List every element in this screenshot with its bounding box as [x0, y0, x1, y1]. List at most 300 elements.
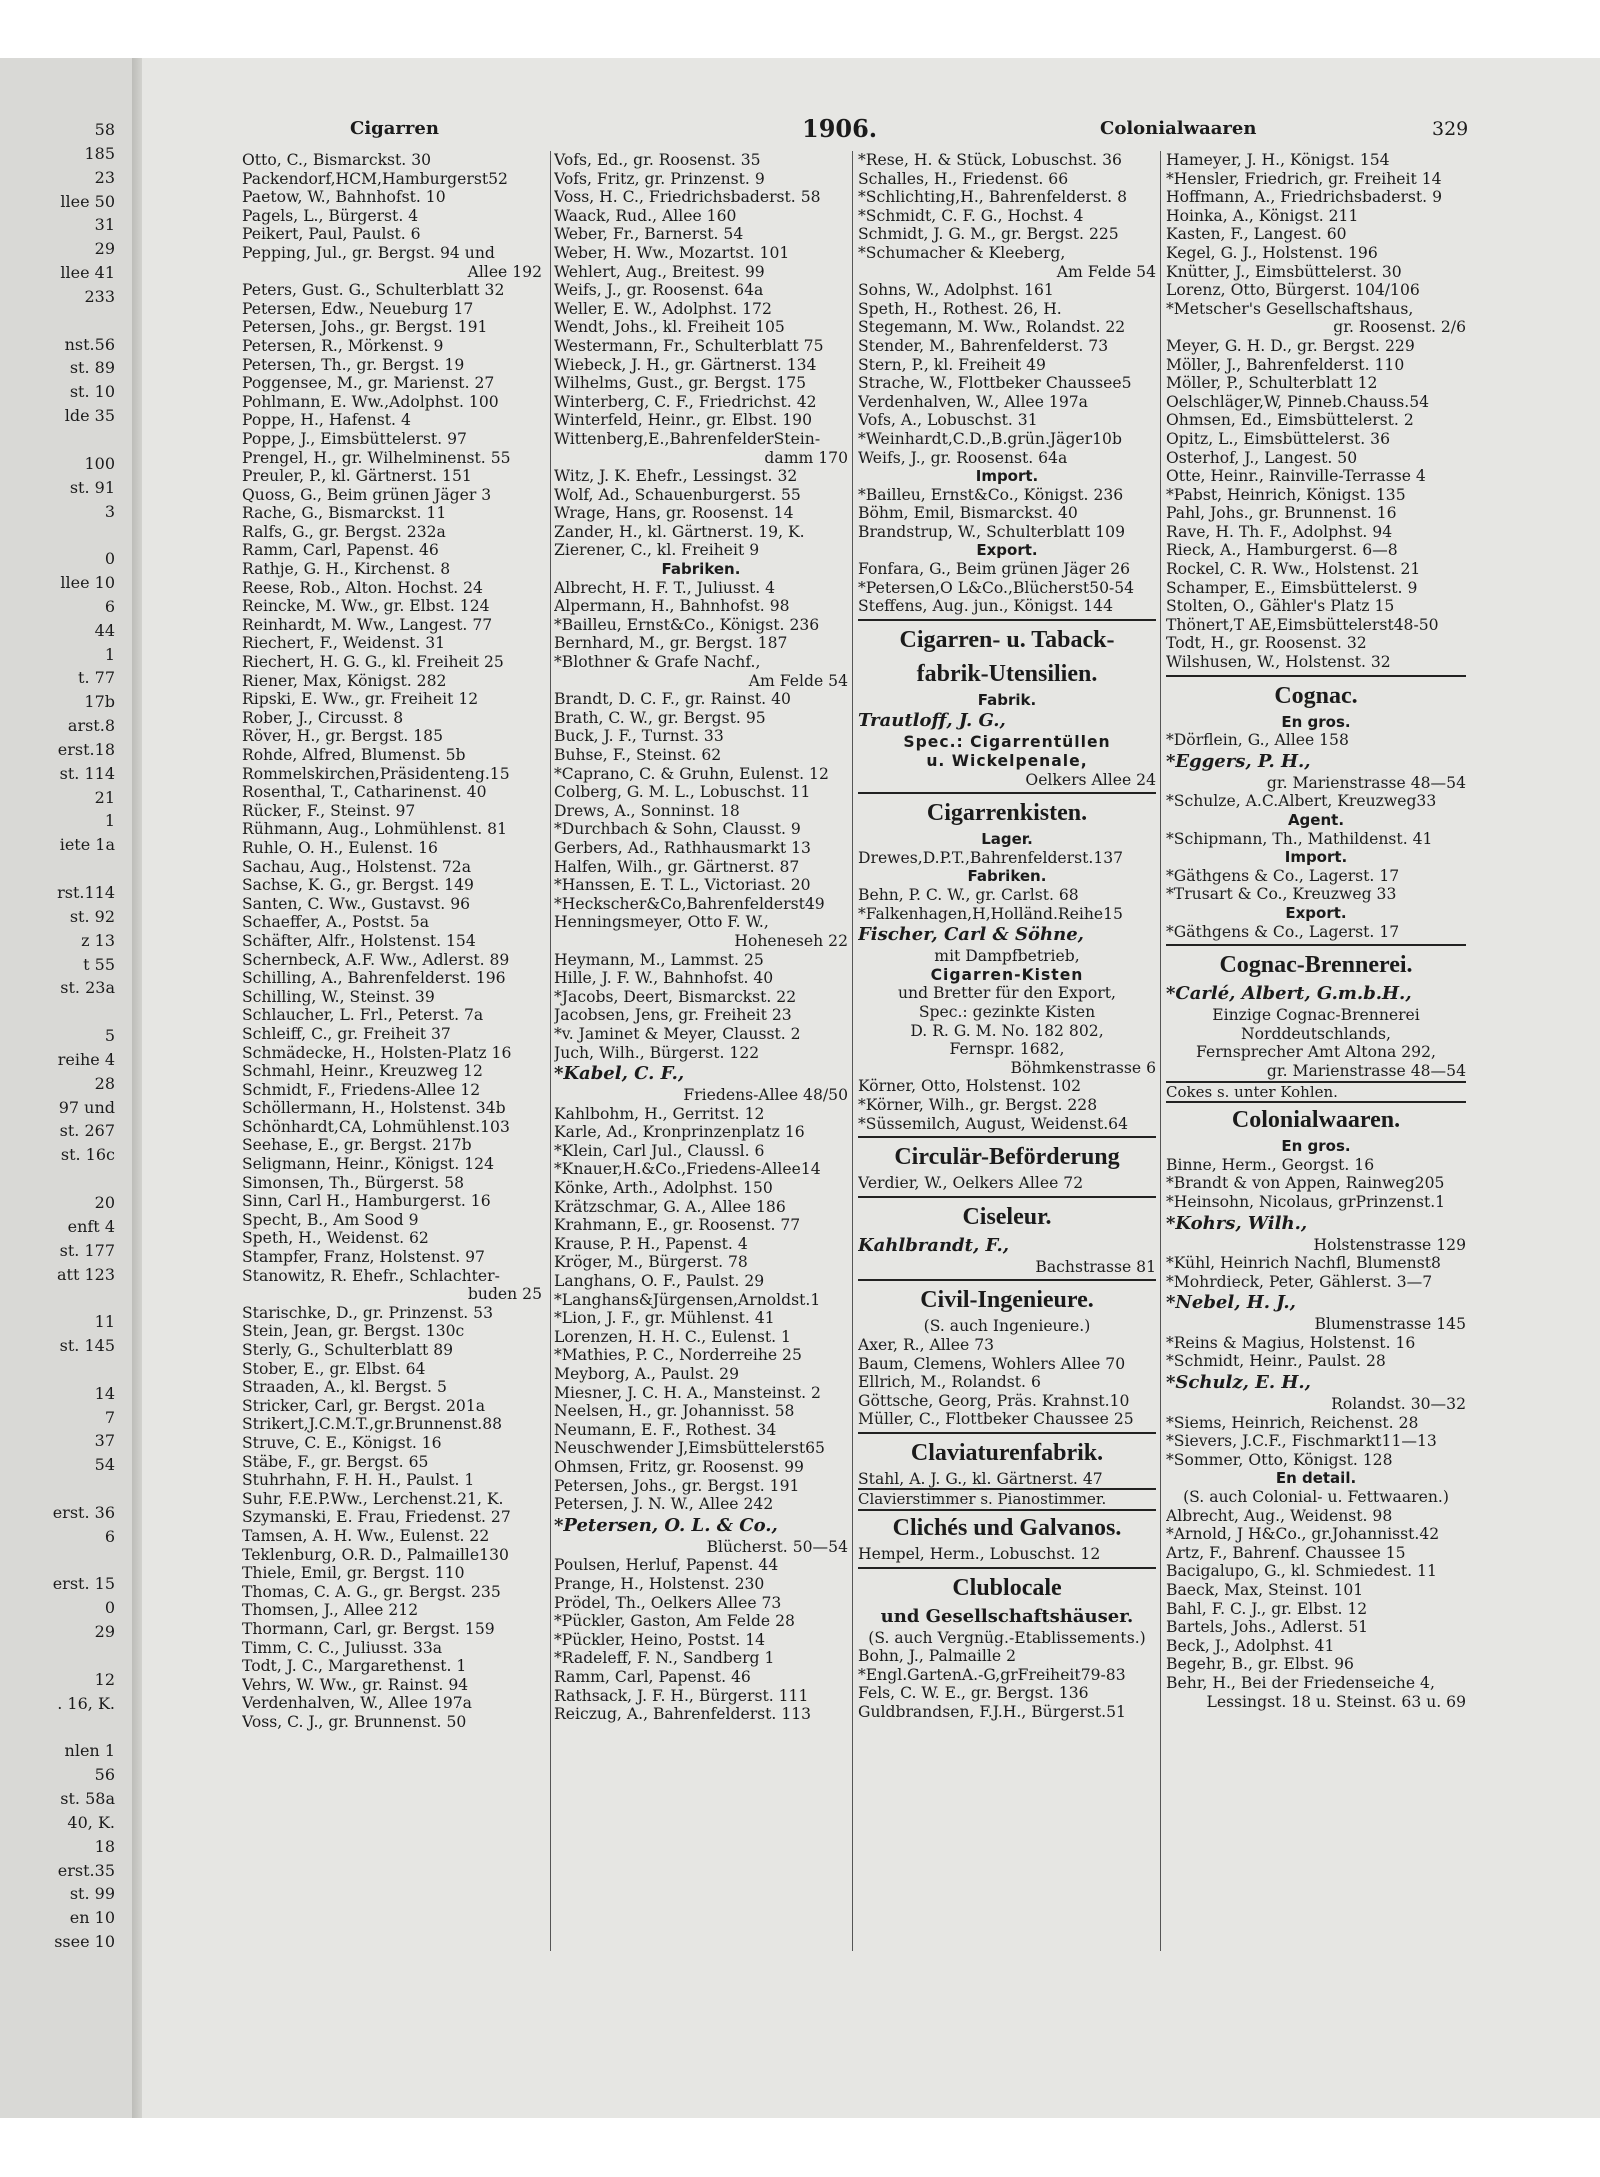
- directory-entry: Brandt, D. C. F., gr. Rainst. 40: [554, 690, 791, 709]
- column-divider: [550, 151, 551, 1951]
- directory-entry: damm 170: [764, 448, 848, 467]
- directory-entry: Wrage, Hans, gr. Roosenst. 14: [554, 504, 794, 523]
- directory-entry: Fernspr. 1682,: [949, 1040, 1065, 1059]
- section-heading: und Gesellschaftshäuser.: [880, 1605, 1134, 1627]
- directory-entry: Einzige Cognac-Brennerei: [1212, 1006, 1420, 1025]
- edge-fragment: nst.56: [64, 334, 115, 354]
- directory-entry: Vehrs, W. Ww., gr. Rainst. 94: [242, 1675, 469, 1694]
- directory-entry: Verdenhalven, W., Allee 197a: [242, 1694, 472, 1713]
- directory-entry: Göttsche, Georg, Präs. Krahnst.10: [858, 1391, 1130, 1410]
- directory-entry: *Heinsohn, Nicolaus, grPrinzenst.1: [1166, 1192, 1446, 1211]
- directory-entry: Reinhardt, M. Ww., Langest. 77: [242, 615, 493, 634]
- directory-entry: Wilhelms, Gust., gr. Bergst. 175: [554, 374, 807, 393]
- edge-fragment: t. 77: [78, 668, 115, 688]
- edge-fragment: rst.114: [57, 883, 115, 902]
- directory-entry: Böhm, Emil, Bismarckst. 40: [858, 504, 1078, 523]
- edge-fragment: 185: [84, 143, 115, 163]
- directory-entry: Stricker, Carl, gr. Bergst. 201a: [242, 1396, 486, 1415]
- directory-entry: Thönert,T AE,Eimsbüttelerst48-50: [1166, 615, 1439, 634]
- directory-entry: Müller, C., Flottbeker Chaussee 25: [858, 1410, 1134, 1429]
- edge-fragment: st. 114: [59, 763, 115, 783]
- directory-entry: *Pückler, Heino, Postst. 14: [554, 1630, 766, 1649]
- directory-entry: Paetow, W., Bahnhofst. 10: [242, 188, 446, 207]
- directory-entry: Röver, H., gr. Bergst. 185: [242, 727, 443, 746]
- directory-entry: *Brandt & von Appen, Rainweg205: [1166, 1174, 1445, 1193]
- edge-fragment: . 16, K.: [57, 1693, 115, 1713]
- directory-entry: Thiele, Emil, gr. Bergst. 110: [242, 1564, 465, 1583]
- directory-entry: Riener, Max, Königst. 282: [242, 671, 447, 690]
- directory-entry: *Klein, Carl Jul., Claussl. 6: [554, 1141, 765, 1160]
- directory-entry: Pohlmann, E. Ww.,Adolphst. 100: [242, 392, 499, 411]
- edge-fragment: 3: [104, 501, 115, 521]
- directory-entry: Bacigalupo, G., kl. Schmiedest. 11: [1166, 1562, 1437, 1581]
- edge-fragment: [0, 1000, 115, 1024]
- directory-entry: Schleiff, C., gr. Freiheit 37: [242, 1024, 451, 1043]
- edge-fragment: llee 50: [60, 191, 115, 211]
- edge-fragment: lde 35: [64, 406, 115, 426]
- directory-entry: Spec.: Cigarrentüllen: [903, 733, 1111, 752]
- directory-entry: *Gäthgens & Co., Lagerst. 17: [1166, 866, 1400, 885]
- directory-entry: Hoinka, A., Königst. 211: [1166, 206, 1359, 225]
- directory-entry: gr. Roosenst. 2/6: [1333, 318, 1466, 337]
- directory-entry: Axer, R., Allee 73: [858, 1335, 995, 1354]
- directory-entry: *Dörflein, G., Allee 158: [1166, 731, 1349, 750]
- directory-column-2: [554, 151, 848, 1951]
- directory-entry: Behr, H., Bei der Friedenseiche 4,: [1166, 1673, 1435, 1692]
- directory-entry: Poppe, H., Hafenst. 4: [242, 411, 411, 430]
- directory-entry: Schönhardt,CA, Lohmühlenst.103: [242, 1117, 510, 1136]
- edge-fragment: st. 99: [69, 1884, 115, 1904]
- edge-fragment: [0, 1549, 115, 1573]
- edge-fragment: 17b: [84, 692, 115, 712]
- edge-fragment: ssee 10: [54, 1932, 115, 1952]
- directory-entry: Thomsen, J., Allee 212: [242, 1601, 419, 1620]
- directory-entry: Neumann, E. F., Rothest. 34: [554, 1420, 777, 1439]
- directory-entry: Petersen, Th., gr. Bergst. 19: [242, 355, 465, 374]
- directory-entry: Speth, H., Rothest. 26, H.: [858, 299, 1062, 318]
- directory-entry: Rosenthal, T., Catharinenst. 40: [242, 783, 487, 802]
- directory-entry: Struve, C. E., Königst. 16: [242, 1433, 442, 1452]
- directory-entry: Kasten, F., Langest. 60: [1166, 225, 1347, 244]
- directory-entry: Meyborg, A., Paulst. 29: [554, 1365, 740, 1383]
- directory-entry: Schmidt, J. G. M., gr. Bergst. 225: [858, 225, 1119, 244]
- directory-entry: Stegemann, M. Ww., Rolandst. 22: [858, 318, 1126, 337]
- edge-fragment: 1: [104, 811, 115, 831]
- directory-entry: Blumenstrasse 145: [1314, 1315, 1466, 1334]
- directory-entry: Ohmsen, Ed., Eimsbüttelerst. 2: [1166, 411, 1414, 430]
- directory-entry: *Schmidt, Heinr., Paulst. 28: [1166, 1352, 1386, 1371]
- edge-fragment: 0: [104, 549, 115, 569]
- edge-fragment: 56: [94, 1765, 115, 1785]
- directory-entry: *Mathies, P. C., Norderreihe 25: [554, 1346, 802, 1365]
- directory-entry: *Bailleu, Ernst&Co., Königst. 236: [554, 615, 820, 634]
- directory-entry: Poppe, J., Eimsbüttelerst. 97: [242, 429, 467, 448]
- directory-entry: Westermann, Fr., Schulterblatt 75: [554, 336, 824, 355]
- directory-entry: Oelschläger,W, Pinneb.Chauss.54: [1166, 392, 1430, 411]
- section-heading: Cognac.: [1274, 682, 1358, 709]
- edge-fragment: st. 10: [69, 382, 115, 402]
- directory-entry: Voss, H. C., Friedrichsbaderst. 58: [554, 188, 821, 207]
- directory-entry: Thormann, Carl, gr. Bergst. 159: [242, 1619, 495, 1638]
- directory-entry: *Knauer,H.&Co.,Friedens-Allee14: [554, 1160, 821, 1179]
- directory-entry: Otto, C., Bismarckst. 30: [242, 151, 432, 169]
- directory-entry: und Bretter für den Export,: [897, 984, 1116, 1003]
- directory-entry: Wolf, Ad., Schauenburgerst. 55: [554, 485, 801, 504]
- subsection-heading: Lager.: [981, 830, 1033, 849]
- directory-entry: Fischer, Carl & Söhne,: [858, 924, 1084, 946]
- directory-entry: Fonfara, G., Beim grünen Jäger 26: [858, 560, 1131, 579]
- directory-entry: Starischke, D., gr. Prinzenst. 53: [242, 1303, 493, 1322]
- section-rule: [858, 1432, 1156, 1434]
- directory-entry: *Hensler, Friedrich, gr. Freiheit 14: [1166, 169, 1442, 188]
- directory-entry: Sachse, K. G., gr. Bergst. 149: [242, 876, 474, 895]
- directory-entry: Reese, Rob., Alton. Hochst. 24: [242, 578, 483, 597]
- directory-entry: Vofs, Ed., gr. Roosenst. 35: [554, 151, 761, 169]
- directory-entry: Langhans, O. F., Paulst. 29: [554, 1272, 765, 1291]
- directory-entry: Rühmann, Aug., Lohmühlenst. 81: [242, 820, 508, 839]
- directory-entry: Ruhle, O. H., Eulenst. 16: [242, 838, 438, 857]
- directory-entry: *Schulze, A.C.Albert, Kreuzweg33: [1166, 792, 1437, 811]
- directory-entry: Hempel, Herm., Lobuschst. 12: [858, 1545, 1101, 1564]
- directory-entry: Am Felde 54: [748, 671, 848, 690]
- section-heading: Cigarrenkisten.: [926, 800, 1088, 827]
- directory-entry: *v. Jaminet & Meyer, Clausst. 2: [554, 1024, 801, 1043]
- directory-entry: *Langhans&Jürgensen,Arnoldst.1: [554, 1290, 821, 1309]
- directory-entry: Winterfeld, Heinr., gr. Elbst. 190: [554, 411, 813, 430]
- edge-fragment: erst.18: [57, 739, 115, 759]
- directory-entry: Speth, H., Weidenst. 62: [242, 1229, 429, 1248]
- directory-entry: Waack, Rud., Allee 160: [554, 206, 737, 225]
- directory-entry: Weifs, J., gr. Roosenst. 64a: [858, 448, 1068, 467]
- directory-entry: Albrecht, Aug., Weidenst. 98: [1166, 1506, 1393, 1525]
- directory-entry: Drews, A., Sonninst. 18: [554, 801, 740, 820]
- edge-fragment: st. 145: [59, 1336, 115, 1356]
- directory-entry: Schilling, W., Steinst. 39: [242, 987, 435, 1006]
- directory-entry: Stäbe, F., gr. Bergst. 65: [242, 1452, 429, 1471]
- directory-entry: Santen, C. Ww., Gustavst. 96: [242, 894, 471, 913]
- directory-entry: Petersen, Edw., Neueburg 17: [242, 299, 474, 318]
- directory-entry: *Pabst, Heinrich, Königst. 135: [1166, 485, 1406, 504]
- directory-column-1: [242, 151, 542, 1951]
- directory-entry: Wittenberg,E.,BahrenfelderStein-: [554, 429, 821, 448]
- edge-fragment: 0: [104, 1598, 115, 1618]
- directory-entry: Stender, M., Bahrenfelderst. 73: [858, 336, 1109, 355]
- directory-entry: Brath, C. W., gr. Bergst. 95: [554, 708, 766, 727]
- directory-entry: Ramm, Carl, Papenst. 46: [242, 541, 439, 560]
- subsection-heading: Import.: [975, 467, 1039, 486]
- directory-entry: *Weinhardt,C.D.,B.grün.Jäger10b: [858, 429, 1122, 448]
- directory-entry: Kahlbrandt, F.,: [858, 1234, 1009, 1256]
- directory-entry: *Trusart & Co., Kreuzweg 33: [1166, 885, 1397, 904]
- directory-entry: Strache, W., Flottbeker Chaussee5: [858, 374, 1132, 393]
- edge-fragment: 54: [94, 1455, 115, 1475]
- directory-entry: *Durchbach & Sohn, Clausst. 9: [554, 820, 801, 839]
- directory-entry: Buhse, F., Steinst. 62: [554, 746, 722, 764]
- directory-entry: Alpermann, H., Bahnhofst. 98: [554, 597, 790, 616]
- edge-fragment: 97 und: [58, 1097, 115, 1117]
- directory-entry: Friedens-Allee 48/50: [683, 1086, 848, 1105]
- subsection-heading: Agent.: [1287, 811, 1345, 829]
- section-rule: [858, 1567, 1156, 1569]
- section-heading: Clublocale: [952, 1574, 1062, 1601]
- directory-entry: Drewes,D.P.T.,Bahrenfelderst.137: [858, 848, 1124, 867]
- directory-entry: *Eggers, P. H.,: [1166, 750, 1311, 772]
- directory-entry: Bachstrasse 81: [1035, 1257, 1156, 1276]
- section-rule: [858, 1136, 1156, 1138]
- directory-entry: Rommelskirchen,Präsidenteng.15: [242, 764, 510, 783]
- header-left-section: Cigarren: [350, 118, 439, 139]
- directory-entry: Wendt, Johs., kl. Freiheit 105: [554, 318, 785, 337]
- directory-entry: Norddeutschlands,: [1240, 1024, 1392, 1043]
- directory-entry: *Rese, H. & Stück, Lobuschst. 36: [858, 151, 1122, 169]
- edge-fragment: st. 16c: [60, 1145, 115, 1165]
- directory-entry: *Körner, Wilh., gr. Bergst. 228: [858, 1095, 1098, 1114]
- directory-entry: Packendorf,HCM,Hamburgerst52: [242, 169, 508, 188]
- directory-entry: *Falkenhagen,H,Holländ.Reihe15: [858, 904, 1123, 923]
- edge-fragment: 100: [84, 453, 115, 473]
- directory-entry: Weber, H. Ww., Mozartst. 101: [554, 243, 790, 262]
- directory-entry: Bahl, F. C. J., gr. Elbst. 12: [1166, 1599, 1368, 1618]
- directory-entry: Rathsack, J. F. H., Bürgerst. 111: [554, 1686, 809, 1705]
- directory-entry: Bartels, Johs., Adlerst. 51: [1166, 1618, 1369, 1637]
- directory-entry: *Schlichting,H., Bahrenfelderst. 8: [858, 188, 1127, 207]
- section-heading: Cigarren- u. Taback-: [899, 626, 1115, 653]
- edge-fragment: 23: [94, 167, 115, 187]
- directory-entry: Hille, J. F. W., Bahnhofst. 40: [554, 969, 774, 988]
- edge-fragment: erst. 15: [52, 1574, 115, 1594]
- edge-fragment: erst.35: [57, 1860, 115, 1880]
- directory-entry: Binne, Herm., Georgst. 16: [1166, 1155, 1375, 1174]
- directory-entry: *Arnold, J H&Co., gr.Johannisst.42: [1166, 1525, 1440, 1544]
- section-rule: [1166, 675, 1466, 677]
- directory-entry: Fernsprecher Amt Altona 292,: [1196, 1043, 1436, 1062]
- directory-entry: Bernhard, M., gr. Bergst. 187: [554, 634, 788, 653]
- directory-entry: *Kohrs, Wilh.,: [1166, 1212, 1308, 1234]
- directory-entry: Fels, C. W. E., gr. Bergst. 136: [858, 1684, 1089, 1703]
- directory-entry: Winterberg, C. F., Friedrichst. 42: [554, 392, 817, 411]
- section-heading: Civil-Ingenieure.: [920, 1287, 1094, 1314]
- edge-fragment: z 13: [81, 930, 115, 950]
- directory-entry: Pagels, L., Bürgerst. 4: [242, 206, 419, 225]
- directory-entry: *Schulz, E. H.,: [1166, 1372, 1311, 1394]
- section-rule: [858, 792, 1156, 794]
- directory-entry: Weber, Fr., Barnerst. 54: [554, 225, 744, 244]
- directory-entry: Lorenzen, H. H. C., Eulenst. 1: [554, 1327, 791, 1346]
- edge-fragment: en 10: [69, 1908, 115, 1928]
- section-heading: Claviaturenfabrik.: [910, 1439, 1104, 1466]
- directory-entry: Neelsen, H., gr. Johannisst. 58: [554, 1402, 795, 1421]
- directory-entry: Quoss, G., Beim grünen Jäger 3: [242, 485, 492, 504]
- directory-entry: Cokes s. unter Kohlen.: [1166, 1081, 1466, 1104]
- directory-entry: Stein, Jean, gr. Bergst. 130c: [242, 1322, 465, 1341]
- directory-entry: Tamsen, A. H. Ww., Eulenst. 22: [242, 1526, 490, 1545]
- directory-entry: Petersen, Johs., gr. Bergst. 191: [242, 318, 488, 337]
- directory-entry: Blücherst. 50—54: [706, 1537, 848, 1556]
- directory-entry: Sohns, W., Adolphst. 161: [858, 281, 1054, 300]
- directory-entry: Schilling, A., Bahrenfelderst. 196: [242, 969, 506, 988]
- directory-entry: Allee 192: [467, 262, 542, 281]
- directory-entry: Ripski, E. Ww., gr. Freiheit 12: [242, 690, 479, 709]
- edge-fragment: [0, 1358, 115, 1382]
- directory-entry: Stampfer, Franz, Holstenst. 97: [242, 1248, 485, 1267]
- directory-entry: (S. auch Ingenieure.): [923, 1317, 1091, 1336]
- directory-entry: *Blothner & Grafe Nachf.,: [554, 653, 761, 672]
- directory-entry: Rolandst. 30—32: [1331, 1395, 1466, 1414]
- directory-entry: Krahmann, E., gr. Roosenst. 77: [554, 1216, 801, 1235]
- directory-entry: *Reins & Magius, Holstenst. 16: [1166, 1333, 1416, 1352]
- directory-entry: Möller, J., Bahrenfelderst. 110: [1166, 355, 1405, 374]
- directory-entry: *Kühl, Heinrich Nachfl, Blumenst8: [1166, 1254, 1441, 1273]
- directory-entry: Trautloff, J. G.,: [858, 710, 1006, 732]
- directory-entry: Wiebeck, J. H., gr. Gärtnerst. 134: [554, 355, 817, 374]
- directory-entry: u. Wickelpenale,: [926, 752, 1088, 771]
- directory-entry: *Gäthgens & Co., Lagerst. 17: [1166, 922, 1400, 941]
- directory-entry: *Radeleff, F. N., Sandberg 1: [554, 1649, 775, 1668]
- section-rule: [858, 619, 1156, 621]
- directory-entry: Kröger, M., Bürgerst. 78: [554, 1253, 748, 1272]
- edge-fragment: [0, 1716, 115, 1740]
- section-heading: Clichés und Galvanos.: [892, 1515, 1122, 1542]
- directory-entry: Hoheneseh 22: [734, 931, 848, 950]
- directory-entry: Möller, P., Schulterblatt 12: [1166, 374, 1378, 393]
- edge-fragment: st. 91: [69, 477, 115, 497]
- directory-entry: Witz, J. K. Ehefr., Lessingst. 32: [554, 467, 798, 486]
- directory-entry: Riechert, F., Weidenst. 31: [242, 634, 446, 653]
- directory-entry: *Nebel, H. J.,: [1166, 1292, 1296, 1314]
- edge-fragment: 12: [94, 1669, 115, 1689]
- directory-entry: *Mohrdieck, Peter, Gählerst. 3—7: [1166, 1272, 1433, 1291]
- directory-entry: Zander, H., kl. Gärtnerst. 19, K.: [554, 522, 805, 541]
- section-rule: [858, 1279, 1156, 1281]
- directory-entry: Stanowitz, R. Ehefr., Schlachter-: [242, 1266, 500, 1285]
- directory-entry: Halfen, Wilh., gr. Gärtnerst. 87: [554, 857, 800, 876]
- directory-entry: *Jacobs, Deert, Bismarckst. 22: [554, 987, 797, 1006]
- directory-entry: Weifs, J., gr. Roosenst. 64a: [554, 281, 764, 300]
- directory-entry: Rathje, G. H., Kirchenst. 8: [242, 560, 451, 579]
- directory-entry: Meyer, G. H. D., gr. Bergst. 229: [1166, 336, 1415, 355]
- directory-entry: *Hanssen, E. T. L., Victoriast. 20: [554, 876, 811, 895]
- directory-entry: Schaeffer, A., Postst. 5a: [242, 913, 429, 932]
- directory-entry: Verdenhalven, W., Allee 197a: [858, 392, 1088, 411]
- directory-entry: Petersen, Johs., gr. Bergst. 191: [554, 1476, 800, 1495]
- directory-entry: Karle, Ad., Kronprinzenplatz 16: [554, 1123, 805, 1142]
- directory-entry: Baum, Clemens, Wohlers Allee 70: [858, 1354, 1126, 1373]
- edge-fragment: 6: [104, 1526, 115, 1546]
- subsection-heading: Import.: [1284, 848, 1348, 867]
- page-number: 329: [1432, 118, 1469, 140]
- column-divider: [1160, 151, 1161, 1951]
- subsection-heading: Fabriken.: [967, 867, 1047, 886]
- directory-entry: buden 25: [467, 1285, 542, 1304]
- edge-fragment: st. 89: [69, 358, 115, 378]
- directory-entry: Hoffmann, A., Friedrichsbaderst. 9: [1166, 188, 1443, 207]
- directory-entry: Stern, P., kl. Freiheit 49: [858, 355, 1046, 374]
- directory-entry: *Petersen,O L&Co.,Blücherst50-54: [858, 578, 1135, 597]
- section-heading: Circulär-Beförderung: [894, 1144, 1120, 1171]
- section-rule: [1166, 944, 1466, 946]
- edge-fragment: st. 267: [59, 1121, 115, 1141]
- directory-entry: Prengel, H., gr. Wilhelminenst. 55: [242, 448, 511, 467]
- directory-entry: Ohmsen, Fritz, gr. Roosenst. 99: [554, 1457, 804, 1476]
- directory-entry: Brandstrup, W., Schulterblatt 109: [858, 522, 1126, 541]
- section-rule: [858, 1196, 1156, 1198]
- directory-entry: Poulsen, Herluf, Papenst. 44: [554, 1556, 779, 1575]
- edge-fragment: 29: [94, 1622, 115, 1642]
- directory-entry: Opitz, L., Eimsbüttelerst. 36: [1166, 429, 1391, 448]
- edge-fragment: 44: [94, 620, 115, 640]
- subsection-heading: Fabriken.: [661, 560, 741, 579]
- edge-fragment: 1: [104, 644, 115, 664]
- edge-fragment: 14: [94, 1383, 115, 1403]
- directory-entry: Straaden, A., kl. Bergst. 5: [242, 1378, 447, 1397]
- directory-entry: Poggensee, M., gr. Marienst. 27: [242, 374, 495, 393]
- directory-entry: Schmidt, F., Friedens-Allee 12: [242, 1080, 481, 1099]
- directory-entry: Todt, H., gr. Roosenst. 32: [1166, 634, 1367, 653]
- directory-entry: Juch, Wilh., Bürgerst. 122: [554, 1043, 760, 1062]
- edge-fragment: [0, 1286, 115, 1310]
- column-divider: [852, 151, 853, 1951]
- directory-entry: Begehr, B., gr. Elbst. 96: [1166, 1655, 1354, 1674]
- directory-entry: Peikert, Paul, Paulst. 6: [242, 225, 421, 244]
- directory-entry: Weller, E. W., Adolphst. 172: [554, 299, 772, 318]
- directory-entry: Prange, H., Holstenst. 230: [554, 1574, 765, 1593]
- directory-entry: Clavierstimmer s. Pianostimmer.: [858, 1488, 1156, 1511]
- edge-fragment: 40, K.: [67, 1812, 115, 1832]
- directory-entry: Krause, P. H., Papenst. 4: [554, 1234, 748, 1253]
- directory-entry: Stuhrhahn, F. H. H., Paulst. 1: [242, 1471, 475, 1490]
- directory-entry: Neuschwender J,Eimsbüttelerst65: [554, 1439, 825, 1458]
- directory-entry: *Süssemilch, August, Weidenst.64: [858, 1114, 1129, 1133]
- directory-entry: Am Felde 54: [1056, 262, 1156, 281]
- edge-fragment: 7: [104, 1407, 115, 1427]
- directory-entry: *Lion, J. F., gr. Mühlenst. 41: [554, 1309, 775, 1328]
- section-heading: Cognac-Brennerei.: [1219, 952, 1413, 979]
- directory-entry: Todt, J. C., Margarethenst. 1: [242, 1657, 467, 1676]
- edge-fragment: [0, 309, 115, 333]
- directory-entry: Wehlert, Aug., Breitest. 99: [554, 262, 765, 281]
- directory-entry: *Petersen, O. L. & Co.,: [554, 1514, 778, 1536]
- directory-entry: (S. auch Colonial- u. Fettwaaren.): [1183, 1488, 1449, 1507]
- edge-fragment: 29: [94, 239, 115, 259]
- edge-fragment: st. 177: [59, 1240, 115, 1260]
- directory-entry: *Schumacher & Kleeberg,: [858, 243, 1066, 262]
- directory-entry: Ralfs, G., gr. Bergst. 232a: [242, 522, 446, 541]
- directory-entry: Buck, J. F., Turnst. 33: [554, 727, 724, 746]
- directory-entry: Specht, B., Am Sood 9: [242, 1210, 419, 1229]
- edge-fragment: 20: [94, 1192, 115, 1212]
- directory-entry: Petersen, J. N. W., Allee 242: [554, 1495, 774, 1514]
- directory-entry: Rockel, C. R. Ww., Holstenst. 21: [1166, 560, 1421, 579]
- directory-entry: *Kabel, C. F.,: [554, 1063, 685, 1085]
- directory-entry: Könke, Arth., Adolphst. 150: [554, 1179, 773, 1198]
- directory-entry: *Bailleu, Ernst&Co., Königst. 236: [858, 485, 1124, 504]
- directory-entry: Stahl, A. J. G., kl. Gärtnerst. 47: [858, 1469, 1103, 1488]
- directory-entry: *Metscher's Gesellschaftshaus,: [1166, 299, 1414, 318]
- directory-entry: Krätzschmar, G. A., Allee 186: [554, 1197, 786, 1216]
- edge-fragment: [0, 523, 115, 547]
- edge-fragment: nlen 1: [64, 1741, 115, 1761]
- edge-fragment: enft 4: [67, 1216, 115, 1236]
- directory-entry: Osterhof, J., Langest. 50: [1166, 448, 1358, 467]
- directory-entry: Miesner, J. C. H. A., Mansteinst. 2: [554, 1383, 821, 1402]
- edge-fragment: arst.8: [67, 716, 115, 736]
- section-heading: fabrik-Utensilien.: [916, 660, 1098, 687]
- edge-fragment: 31: [94, 215, 115, 235]
- edge-fragment: llee 41: [60, 263, 115, 283]
- directory-entry: Ellrich, M., Rolandst. 6: [858, 1373, 1041, 1392]
- edge-fragment: iete 1a: [59, 835, 115, 855]
- directory-entry: Schäfter, Alfr., Holstenst. 154: [242, 931, 476, 950]
